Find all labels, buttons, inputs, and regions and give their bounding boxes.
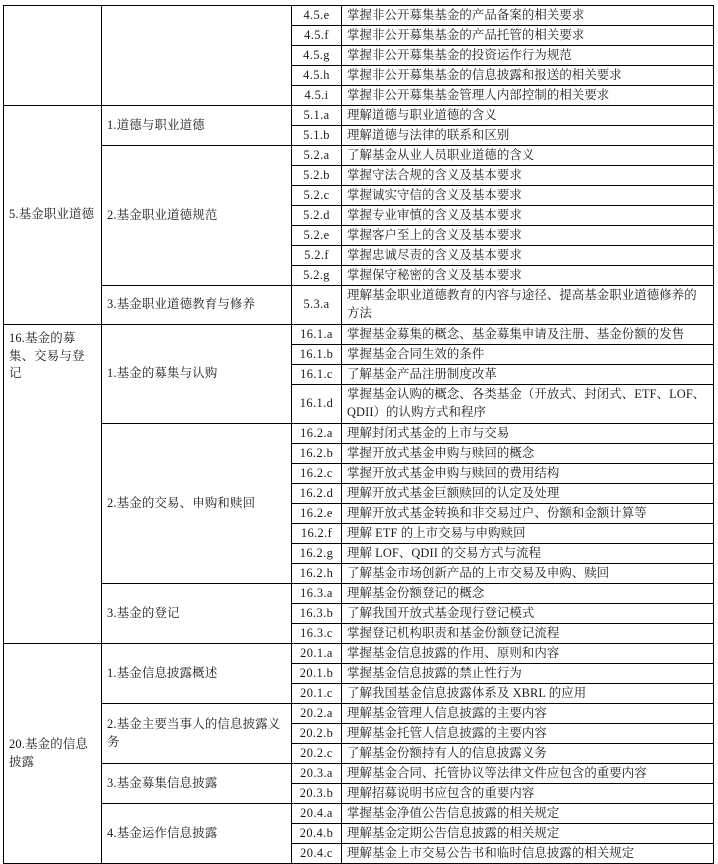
item-description-cell: 掌握专业审慎的含义及基本要求 xyxy=(342,206,714,226)
item-description-cell: 理解基金职业道德教育的内容与途径、提高基金职业道德修养的方法 xyxy=(342,286,714,325)
item-code-cell: 4.5.f xyxy=(292,26,342,46)
item-code-cell: 16.2.h xyxy=(292,564,342,584)
item-code-cell: 5.3.a xyxy=(292,286,342,325)
item-description-cell: 理解基金托管人信息披露的主要内容 xyxy=(342,724,714,744)
section-cell: 2.基金的交易、申购和赎回 xyxy=(102,424,292,584)
item-description-cell: 掌握非公开募集基金的产品托管的相关要求 xyxy=(342,26,714,46)
item-code-cell: 5.2.g xyxy=(292,266,342,286)
item-code-cell: 20.4.b xyxy=(292,824,342,844)
item-code-cell: 5.2.d xyxy=(292,206,342,226)
item-description-cell: 理解开放式基金转换和非交易过户、份额和金额计算等 xyxy=(342,504,714,524)
item-description-cell: 理解基金上市交易公告书和临时信息披露的相关规定 xyxy=(342,844,714,864)
item-code-cell: 5.1.b xyxy=(292,126,342,146)
item-description-cell: 理解 LOF、QDII 的交易方式与流程 xyxy=(342,544,714,564)
item-description-cell: 理解 ETF 的上市交易与申购赎回 xyxy=(342,524,714,544)
section-cell: 3.基金的登记 xyxy=(102,584,292,644)
item-code-cell: 16.2.a xyxy=(292,424,342,444)
item-code-cell: 20.2.a xyxy=(292,704,342,724)
item-description-cell: 了解我国开放式基金现行登记模式 xyxy=(342,604,714,624)
item-code-cell: 16.1.a xyxy=(292,325,342,345)
item-description-cell: 掌握非公开募集基金管理人内部控制的相关要求 xyxy=(342,86,714,106)
item-code-cell: 16.2.e xyxy=(292,504,342,524)
item-description-cell: 掌握保守秘密的含义及基本要求 xyxy=(342,266,714,286)
item-description-cell: 掌握非公开募集基金的投资运作行为规范 xyxy=(342,46,714,66)
item-code-cell: 5.2.f xyxy=(292,246,342,266)
chapter-cell: 5.基金职业道德 xyxy=(4,106,102,325)
item-description-cell: 掌握诚实守信的含义及基本要求 xyxy=(342,186,714,206)
item-description-cell: 理解基金定期公告信息披露的相关规定 xyxy=(342,824,714,844)
item-description-cell: 理解基金合同、托管协议等法律文件应包含的重要内容 xyxy=(342,764,714,784)
table-row xyxy=(4,106,714,126)
item-code-cell: 20.1.b xyxy=(292,664,342,684)
item-description-cell: 掌握开放式基金申购与赎回的费用结构 xyxy=(342,464,714,484)
item-description-cell: 掌握基金净值公告信息披露的相关规定 xyxy=(342,804,714,824)
table-row xyxy=(4,424,714,444)
section-cell: 1.基金的募集与认购 xyxy=(102,325,292,424)
item-code-cell: 16.3.a xyxy=(292,584,342,604)
item-description-cell: 掌握开放式基金申购与赎回的概念 xyxy=(342,444,714,464)
item-description-cell: 掌握基金信息披露的禁止性行为 xyxy=(342,664,714,684)
table-row xyxy=(4,584,714,604)
item-code-cell: 20.1.a xyxy=(292,644,342,664)
chapter-cell: 16.基金的募集、交易与登记 xyxy=(4,325,102,644)
item-description-cell: 掌握登记机构职责和基金份额登记流程 xyxy=(342,624,714,644)
chapter-cell-empty xyxy=(4,6,102,106)
section-cell: 3.基金募集信息披露 xyxy=(102,764,292,804)
section-cell-empty xyxy=(102,6,292,106)
item-code-cell: 5.2.a xyxy=(292,146,342,166)
item-description-cell: 理解封闭式基金的上市与交易 xyxy=(342,424,714,444)
item-description-cell: 了解我国基金信息披露体系及 XBRL 的应用 xyxy=(342,684,714,704)
item-code-cell: 5.2.c xyxy=(292,186,342,206)
item-code-cell: 16.2.b xyxy=(292,444,342,464)
syllabus-table xyxy=(3,5,714,864)
item-code-cell: 20.1.c xyxy=(292,684,342,704)
table-row xyxy=(4,764,714,784)
table-row xyxy=(4,644,714,664)
item-description-cell: 掌握基金募集的概念、基金募集申请及注册、基金份额的发售 xyxy=(342,325,714,345)
section-cell: 1.基金信息披露概述 xyxy=(102,644,292,704)
section-cell: 3.基金职业道德教育与修养 xyxy=(102,286,292,325)
item-code-cell: 4.5.h xyxy=(292,66,342,86)
item-description-cell: 理解道德与职业道德的含义 xyxy=(342,106,714,126)
section-cell: 2.基金职业道德规范 xyxy=(102,146,292,286)
item-description-cell: 了解基金从业人员职业道德的含义 xyxy=(342,146,714,166)
item-code-cell: 5.2.e xyxy=(292,226,342,246)
item-code-cell: 20.4.c xyxy=(292,844,342,864)
item-description-cell: 理解开放式基金巨额赎回的认定及处理 xyxy=(342,484,714,504)
item-description-cell: 理解招募说明书应包含的重要内容 xyxy=(342,784,714,804)
table-row xyxy=(4,325,714,345)
item-code-cell: 20.3.b xyxy=(292,784,342,804)
item-description-cell: 了解基金市场创新产品的上市交易及申购、赎回 xyxy=(342,564,714,584)
item-description-cell: 掌握非公开募集基金的信息披露和报送的相关要求 xyxy=(342,66,714,86)
item-code-cell: 16.2.d xyxy=(292,484,342,504)
item-description-cell: 理解道德与法律的联系和区别 xyxy=(342,126,714,146)
item-code-cell: 16.2.c xyxy=(292,464,342,484)
section-cell: 4.基金运作信息披露 xyxy=(102,804,292,864)
syllabus-table-wrapper xyxy=(3,5,714,864)
syllabus-table-body xyxy=(4,6,714,864)
item-code-cell: 16.3.c xyxy=(292,624,342,644)
item-description-cell: 了解基金产品注册制度改革 xyxy=(342,365,714,385)
item-code-cell: 4.5.i xyxy=(292,86,342,106)
item-code-cell: 20.3.a xyxy=(292,764,342,784)
item-code-cell: 16.3.b xyxy=(292,604,342,624)
item-code-cell: 4.5.e xyxy=(292,6,342,26)
item-code-cell: 20.4.a xyxy=(292,804,342,824)
item-code-cell: 4.5.g xyxy=(292,46,342,66)
table-row xyxy=(4,146,714,166)
item-code-cell: 16.1.c xyxy=(292,365,342,385)
item-description-cell: 了解基金份额持有人的信息披露义务 xyxy=(342,744,714,764)
table-row xyxy=(4,804,714,824)
table-row xyxy=(4,704,714,724)
item-code-cell: 16.2.f xyxy=(292,524,342,544)
item-description-cell: 理解基金管理人信息披露的主要内容 xyxy=(342,704,714,724)
item-description-cell: 理解基金份额登记的概念 xyxy=(342,584,714,604)
item-description-cell: 掌握非公开募集基金的产品备案的相关要求 xyxy=(342,6,714,26)
item-code-cell: 16.1.d xyxy=(292,385,342,424)
item-code-cell: 16.1.b xyxy=(292,345,342,365)
item-description-cell: 掌握忠诚尽责的含义及基本要求 xyxy=(342,246,714,266)
item-code-cell: 5.1.a xyxy=(292,106,342,126)
item-code-cell: 5.2.b xyxy=(292,166,342,186)
item-code-cell: 20.2.b xyxy=(292,724,342,744)
item-description-cell: 掌握基金信息披露的作用、原则和内容 xyxy=(342,644,714,664)
section-cell: 2.基金主要当事人的信息披露义务 xyxy=(102,704,292,764)
item-description-cell: 掌握守法合规的含义及基本要求 xyxy=(342,166,714,186)
item-description-cell: 掌握客户至上的含义及基本要求 xyxy=(342,226,714,246)
item-code-cell: 16.2.g xyxy=(292,544,342,564)
table-row xyxy=(4,6,714,26)
item-description-cell: 掌握基金认购的概念、各类基金（开放式、封闭式、ETF、LOF、QDII）的认购方式和程序 xyxy=(342,385,714,424)
section-cell: 1.道德与职业道德 xyxy=(102,106,292,146)
item-code-cell: 20.2.c xyxy=(292,744,342,764)
table-row xyxy=(4,286,714,325)
chapter-cell: 20.基金的信息披露 xyxy=(4,644,102,864)
item-description-cell: 掌握基金合同生效的条件 xyxy=(342,345,714,365)
